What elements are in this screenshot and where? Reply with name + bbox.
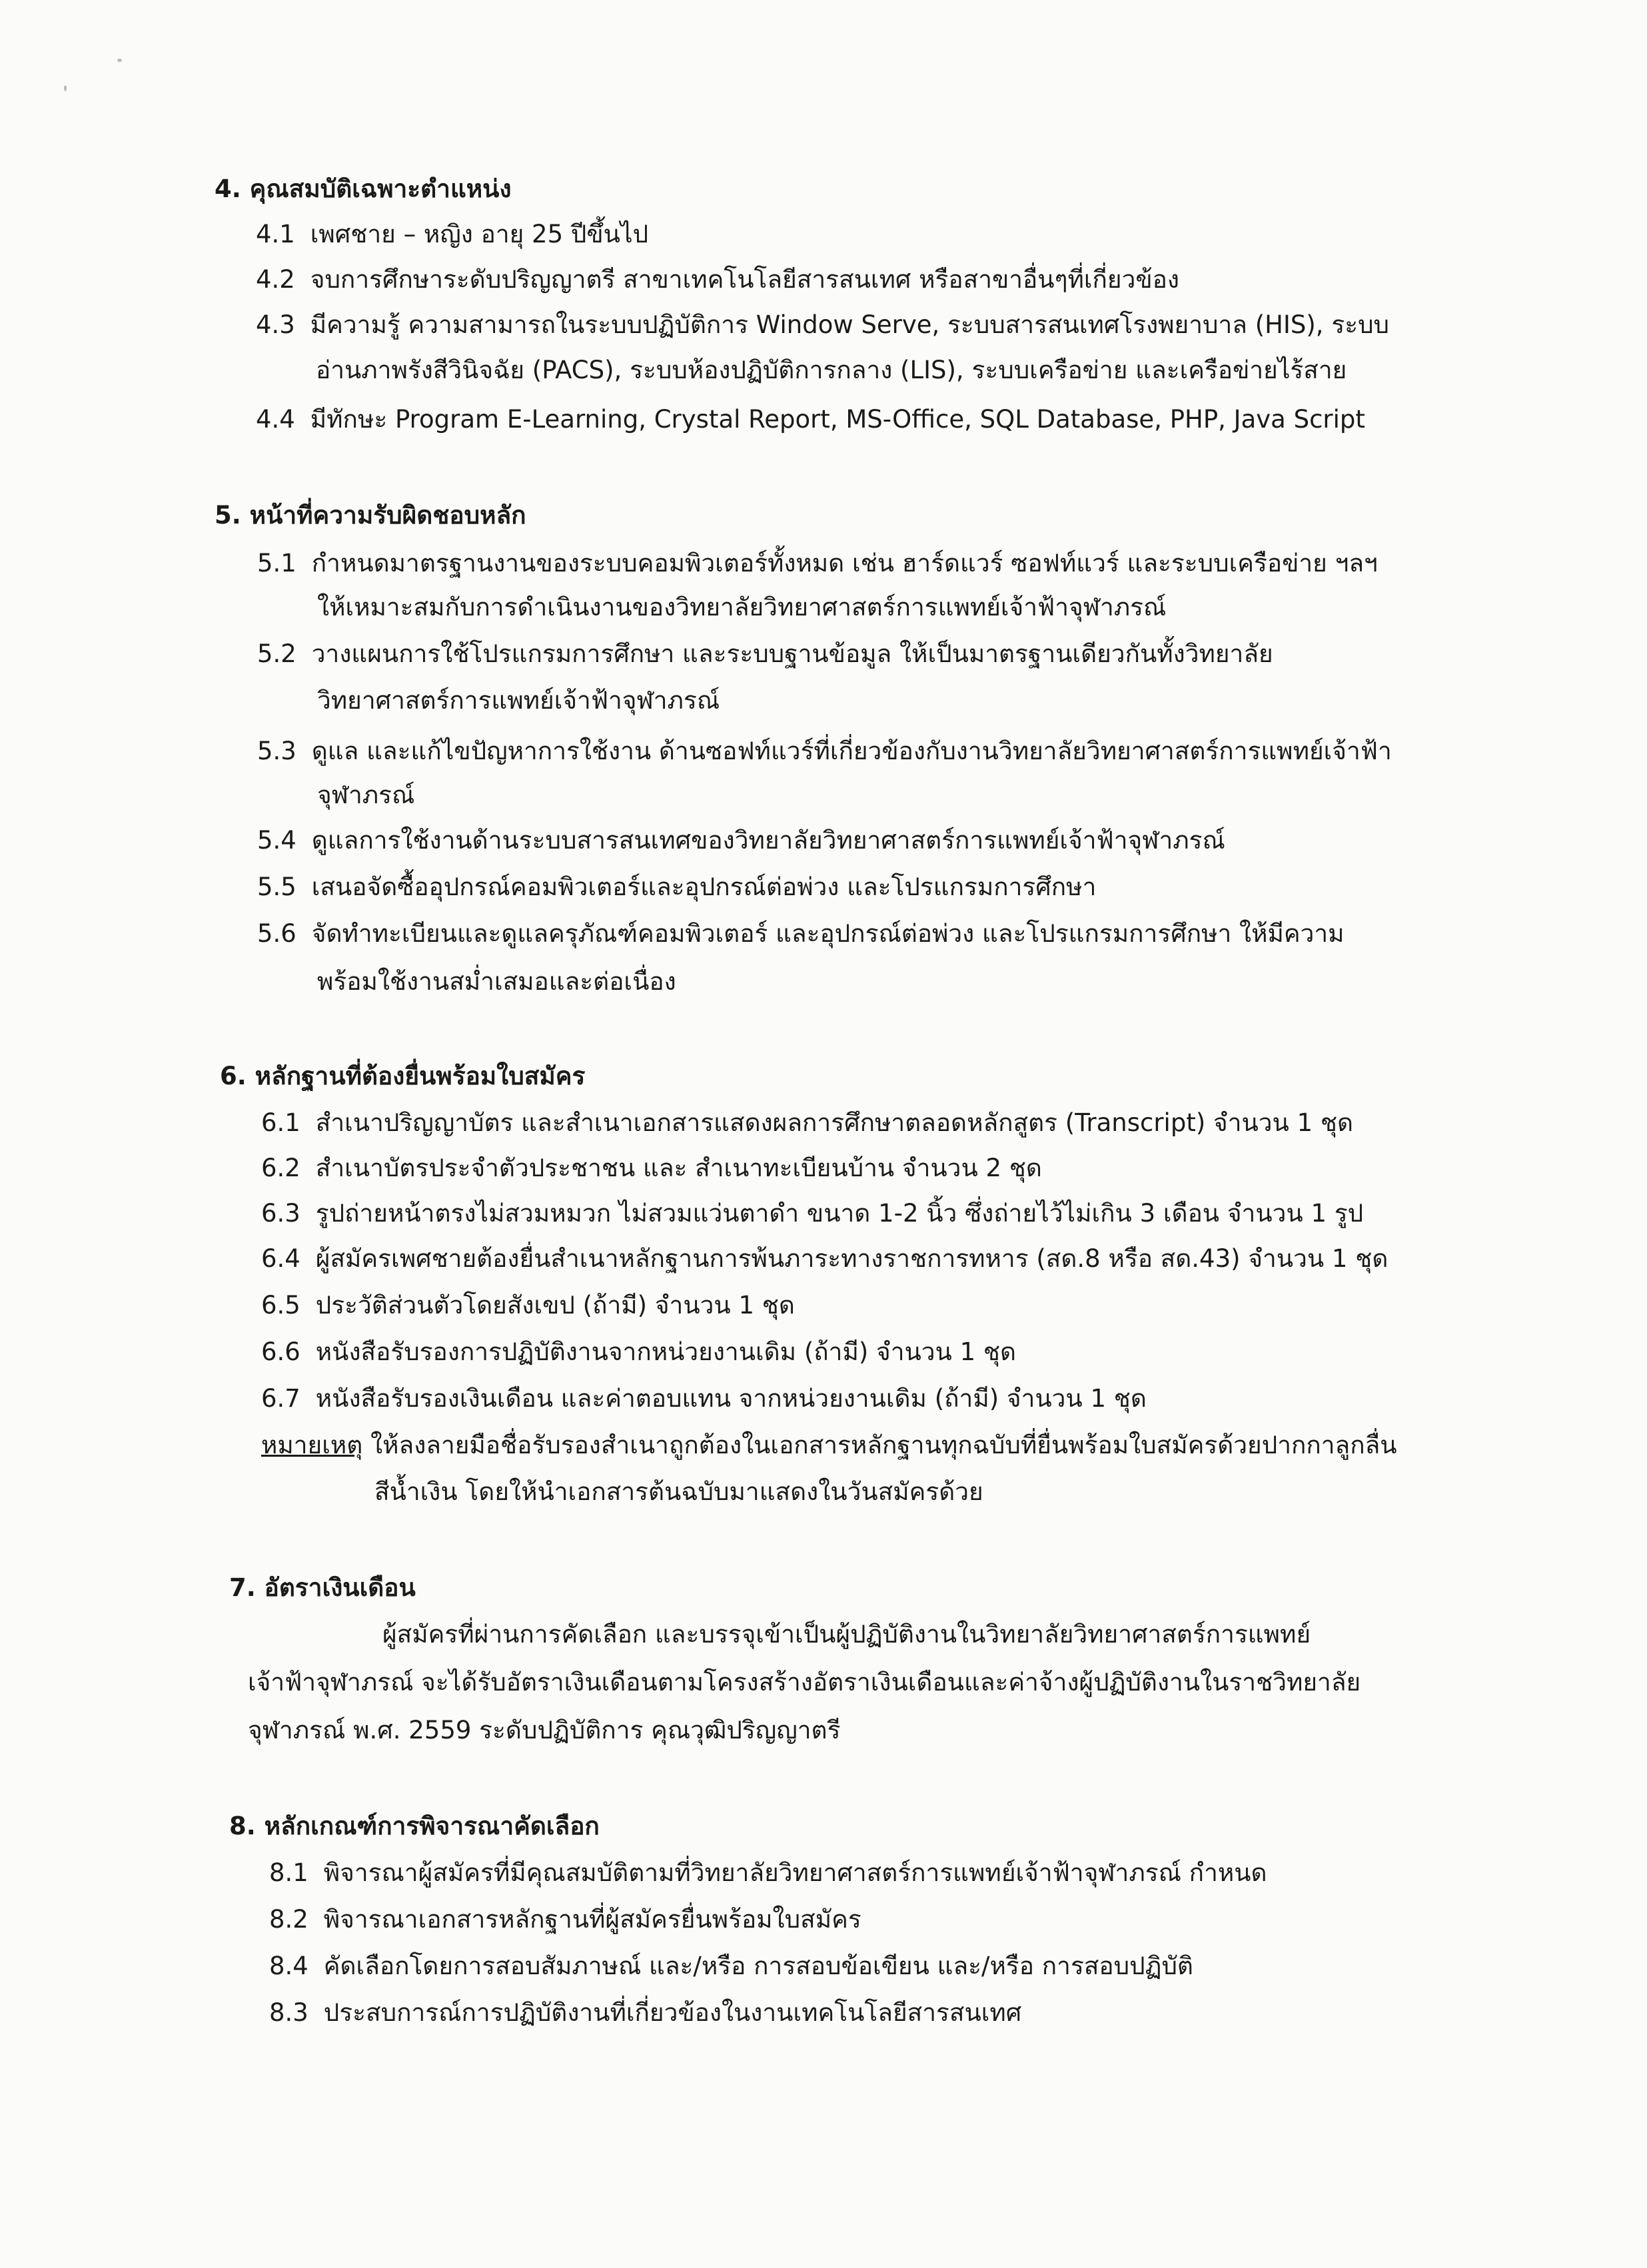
item-continuation: อ่านภาพรังสีวินิจฉัย (PACS), ระบบห้องปฏิบัติการกลาง (LIS), ระบบเครือข่าย และเครือข่ายไร้สาย <box>316 356 1347 384</box>
item-text: สำเนาบัตรประจำตัวประชาชน และ สำเนาทะเบียนบ้าน จำนวน 2 ชุด <box>315 1154 1042 1182</box>
list-item <box>261 1199 1363 1228</box>
item-text: มีความรู้ ความสามารถในระบบปฏิบัติการ Window Serve, ระบบสารสนเทศโรงพยาบาล (HIS), ระบบ <box>310 310 1390 339</box>
item-number: 4.4 <box>256 405 295 434</box>
item-number: 5.1 <box>257 549 296 577</box>
item-text: กำหนดมาตรฐานงานของระบบคอมพิวเตอร์ทั้งหมด เช่น ฮาร์ดแวร์ ซอฟท์แวร์ และระบบเครือข่าย ฯลฯ <box>311 549 1378 577</box>
list-item <box>261 1108 1353 1138</box>
list-item <box>256 265 1179 294</box>
note-label: หมายเหตุ <box>261 1431 363 1459</box>
item-text: ดูแลการใช้งานด้านระบบสารสนเทศของวิทยาลัยวิทยาศาสตร์การแพทย์เจ้าฟ้าจุฬาภรณ์ <box>311 826 1225 855</box>
item-text: สำเนาปริญญาบัตร และสำเนาเอกสารแสดงผลการศึกษาตลอดหลักสูตร (Transcript) จำนวน 1 ชุด <box>315 1108 1354 1137</box>
list-item <box>261 1337 1016 1367</box>
item-text: พิจารณาผู้สมัครที่มีคุณสมบัติตามที่วิทยาลัยวิทยาศาสตร์การแพทย์เจ้าฟ้าจุฬาภรณ์ กำหนด <box>323 1858 1267 1887</box>
item-number: 6.4 <box>261 1244 300 1273</box>
list-item <box>256 405 1365 434</box>
scan-speck <box>64 85 67 91</box>
section-6-heading: 6. หลักฐานที่ต้องยื่นพร้อมใบสมัคร <box>220 1062 586 1090</box>
item-text: เสนอจัดซื้ออุปกรณ์คอมพิวเตอร์และอุปกรณ์ต่อพ่วง และโปรแกรมการศึกษา <box>311 873 1097 901</box>
item-continuation: ให้เหมาะสมกับการดำเนินงานของวิทยาลัยวิทยาศาสตร์การแพทย์เจ้าฟ้าจุฬาภรณ์ <box>317 593 1167 621</box>
list-item <box>257 873 1096 902</box>
list-item <box>257 826 1225 855</box>
note-continuation: สีน้ำเงิน โดยให้นำเอกสารต้นฉบับมาแสดงในวันสมัครด้วย <box>374 1477 983 1506</box>
note-text: ให้ลงลายมือชื่อรับรองสำเนาถูกต้องในเอกสารหลักฐานทุกฉบับที่ยื่นพร้อมใบสมัครด้วยปากกาลูกลื่น <box>370 1431 1397 1459</box>
item-number: 6.7 <box>261 1384 300 1413</box>
item-text: ประสบการณ์การปฏิบัติงานที่เกี่ยวข้องในงานเทคโนโลยีสารสนเทศ <box>323 1998 1022 2027</box>
item-text: ดูแล และแก้ไขปัญหาการใช้งาน ด้านซอฟท์แวร์ที่เกี่ยวข้องกับงานวิทยาลัยวิทยาศาสตร์การแพทย์เจ้าฟ้า <box>311 737 1392 765</box>
item-text: เพศชาย – หญิง อายุ 25 ปีขึ้นไป <box>310 220 649 248</box>
item-number: 6.2 <box>261 1154 300 1182</box>
item-text: จบการศึกษาระดับปริญญาตรี สาขาเทคโนโลยีสารสนเทศ หรือสาขาอื่นๆที่เกี่ยวข้อง <box>310 265 1179 294</box>
paragraph-line: จุฬาภรณ์ พ.ศ. 2559 ระดับปฏิบัติการ คุณวุฒิปริญญาตรี <box>248 1716 841 1744</box>
item-number: 4.3 <box>256 310 295 339</box>
item-text: หนังสือรับรองการปฏิบัติงานจากหน่วยงานเดิม (ถ้ามี) จำนวน 1 ชุด <box>315 1337 1017 1366</box>
item-text: มีทักษะ Program E-Learning, Crystal Report, MS-Office, SQL Database, PHP, Java Script <box>310 405 1365 434</box>
item-number: 4.1 <box>256 220 295 248</box>
item-text: ผู้สมัครเพศชายต้องยื่นสำเนาหลักฐานการพ้นภาระทางราชการทหาร (สด.8 หรือ สด.43) จำนวน 1 ชุด <box>315 1244 1388 1273</box>
item-number: 6.5 <box>261 1291 300 1320</box>
list-item <box>257 737 1392 766</box>
item-text: คัดเลือกโดยการสอบสัมภาษณ์ และ/หรือ การสอบข้อเขียน และ/หรือ การสอบปฏิบัติ <box>323 1952 1193 1980</box>
item-number: 6.6 <box>261 1337 300 1366</box>
item-number: 8.1 <box>269 1858 308 1887</box>
paragraph-line: เจ้าฟ้าจุฬาภรณ์ จะได้รับอัตราเงินเดือนตามโครงสร้างอัตราเงินเดือนและค่าจ้างผู้ปฏิบัติงานในราชวิทยาลัย <box>248 1668 1361 1697</box>
list-item <box>257 549 1378 578</box>
item-continuation: พร้อมใช้งานสม่ำเสมอและต่อเนื่อง <box>317 967 676 996</box>
item-number: 5.5 <box>257 873 296 901</box>
item-text: ประวัติส่วนตัวโดยสังเขป (ถ้ามี) จำนวน 1 ชุด <box>315 1291 795 1320</box>
list-item <box>269 1905 861 1934</box>
section-7-heading: 7. อัตราเงินเดือน <box>229 1573 416 1602</box>
item-text: รูปถ่ายหน้าตรงไม่สวมหมวก ไม่สวมแว่นตาดำ ขนาด 1-2 นิ้ว ซึ่งถ่ายไว้ไม่เกิน 3 เดือน จำนวน 1 รูป <box>315 1199 1364 1228</box>
item-number: 4.2 <box>256 265 295 294</box>
section-4-heading: 4. คุณสมบัติเฉพาะตำแหน่ง <box>215 175 512 203</box>
note <box>261 1431 1397 1460</box>
item-number: 8.3 <box>269 1998 308 2027</box>
list-item <box>257 639 1273 669</box>
item-continuation: จุฬาภรณ์ <box>317 781 415 809</box>
item-text: พิจารณาเอกสารหลักฐานที่ผู้สมัครยื่นพร้อมใบสมัคร <box>323 1905 861 1934</box>
item-number: 5.4 <box>257 826 296 855</box>
list-item <box>256 220 648 249</box>
list-item <box>261 1244 1388 1274</box>
item-text: หนังสือรับรองเงินเดือน และค่าตอบแทน จากหน่วยงานเดิม (ถ้ามี) จำนวน 1 ชุด <box>315 1384 1147 1413</box>
item-number: 8.4 <box>269 1952 308 1980</box>
item-number: 6.3 <box>261 1199 300 1228</box>
section-8-heading: 8. หลักเกณฑ์การพิจารณาคัดเลือก <box>229 1812 600 1840</box>
item-number: 5.2 <box>257 639 296 668</box>
list-item <box>269 1858 1267 1888</box>
list-item <box>269 1952 1193 1981</box>
item-number: 8.2 <box>269 1905 308 1934</box>
list-item <box>257 919 1345 948</box>
list-item <box>261 1154 1042 1183</box>
item-text: จัดทำทะเบียนและดูแลครุภัณฑ์คอมพิวเตอร์ และอุปกรณ์ต่อพ่วง และโปรแกรมการศึกษา ให้มีความ <box>311 919 1345 948</box>
section-5-heading: 5. หน้าที่ความรับผิดชอบหลัก <box>215 501 526 530</box>
list-item <box>256 310 1389 340</box>
item-number: 5.3 <box>257 737 296 765</box>
paragraph-line: ผู้สมัครที่ผ่านการคัดเลือก และบรรจุเข้าเป็นผู้ปฏิบัติงานในวิทยาลัยวิทยาศาสตร์การแพทย์ <box>382 1620 1311 1649</box>
item-number: 6.1 <box>261 1108 300 1137</box>
list-item <box>269 1998 1021 2028</box>
item-text: วางแผนการใช้โปรแกรมการศึกษา และระบบฐานข้อมูล ให้เป็นมาตรฐานเดียวกันทั้งวิทยาลัย <box>311 639 1273 668</box>
scan-speck <box>117 59 122 62</box>
list-item <box>261 1291 795 1320</box>
item-number: 5.6 <box>257 919 296 948</box>
item-continuation: วิทยาศาสตร์การแพทย์เจ้าฟ้าจุฬาภรณ์ <box>317 686 720 715</box>
list-item <box>261 1384 1147 1413</box>
